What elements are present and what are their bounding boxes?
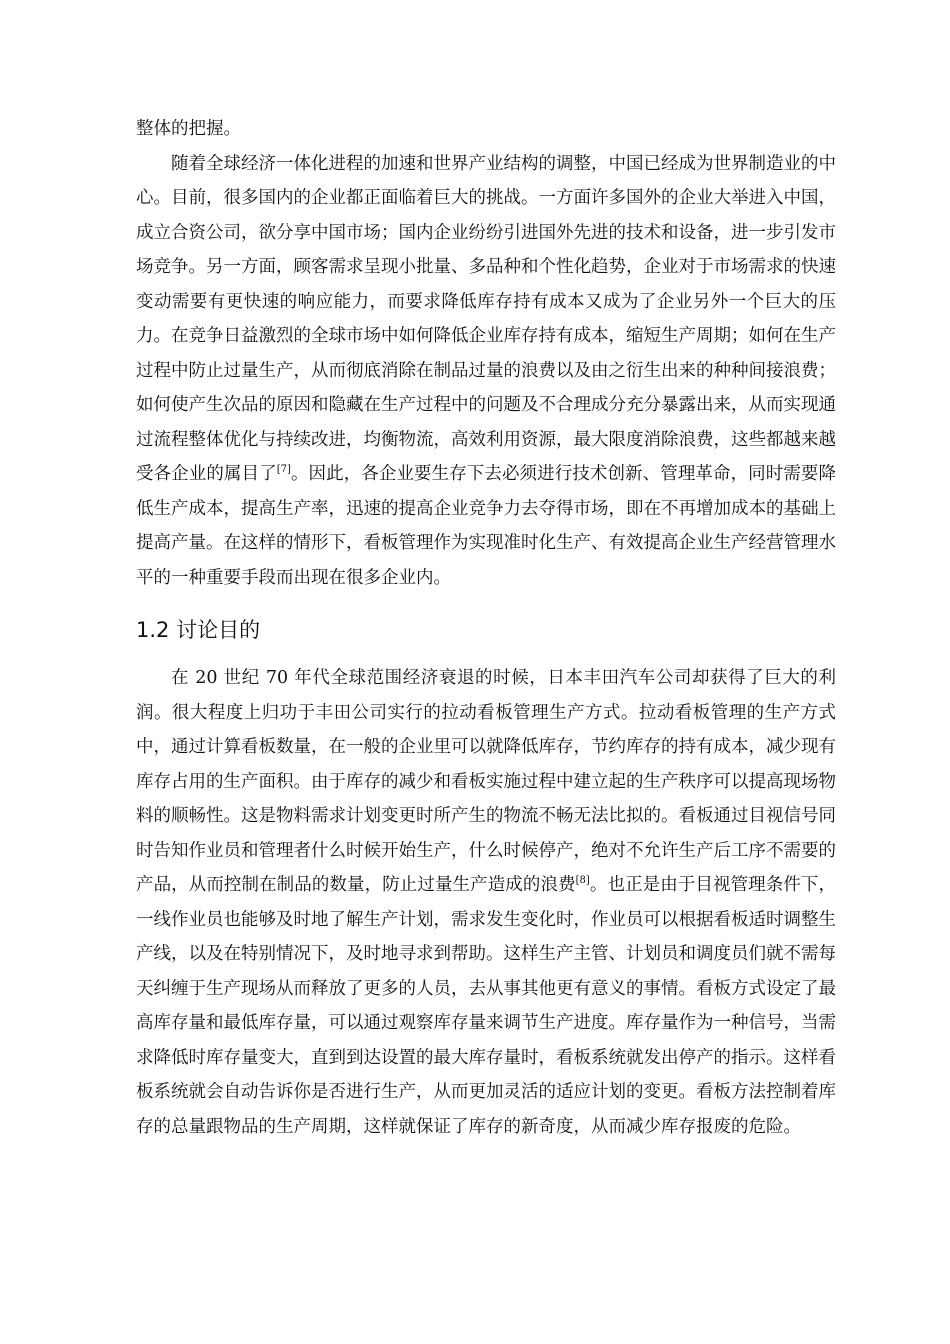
paragraph	[136, 112, 836, 147]
citation-reference: [7]	[276, 464, 291, 475]
paragraph	[136, 661, 836, 1144]
section-heading: 1.2 讨论目的	[136, 618, 261, 642]
paragraph	[136, 147, 836, 596]
citation-reference: [8]	[575, 875, 590, 886]
body-text-before	[136, 112, 836, 595]
paragraph-text: 。也正是由于目视管理条件下，一线作业员也能够及时地了解生产计划，需求发生变化时，作业员可以根据看板适时调整生产线，以及在特别情况下，及时地寻求到帮助。这样生产主管、计划员和调度员们就不需每天纠缠于生产现场从而释放了更多的人员，去从事其他更有意义的事情。看板方式设定了最高库存量和最低库存量，可以通过观察库存量来调节生产进度。库存量作为一种信号，当需求降低时库存量变大，直到到达设置的最大库存量时，看板系统就发出停产的指示。这样看板系统就会自动告诉你是否进行生产，从而更加灵活的适应计划的变更。看板方法控制着库存的总量跟物品的生产周期，这样就保证了库存的新奇度，从而减少库存报废的危险。	[136, 875, 837, 1137]
paragraph-text: 随着全球经济一体化进程的加速和世界产业结构的调整，中国已经成为世界制造业的中心。目前，很多国内的企业都正面临着巨大的挑战。一方面许多国外的企业大举进入中国，成立合资公司，欲分享中国市场；国内企业纷纷引进国外先进的技术和设备，进一步引发市场竞争。另一方面，顾客需求呈现小批量、多品种和个性化趋势，企业对于市场需求的快速变动需要有更快速的响应能力，而要求降低库存持有成本又成为了企业另外一个巨大的压力。在竞争日益激烈的全球市场中如何降低企业库存持有成本，缩短生产周期；如何在生产过程中防止过量生产，从而彻底消除在制品过量的浪费以及由之衍生出来的种种间接浪费；如何使产生次品的原因和隐藏在生产过程中的问题及不合理成分充分暴露出来，从而实现通过流程整体优化与持续改进，均衡物流，高效利用资源，最大限度消除浪费，这些都越来越受各企业的属目了	[136, 153, 836, 484]
body-text-after	[136, 661, 836, 1144]
document-page	[136, 112, 836, 1144]
paragraph-text: 在 20 世纪 70 年代全球范围经济衰退的时候，日本丰田汽车公司却获得了巨大的利润。很大程度上归功于丰田公司实行的拉动看板管理生产方式。拉动看板管理的生产方式中，通过计算看板数量，在一般的企业里可以就降低库存，节约库存的持有成本，减少现有库存占用的生产面积。由于库存的减少和看板实施过程中建立起的生产秩序可以提高现场物料的顺畅性。这是物料需求计划变更时所产生的物流不畅无法比拟的。看板通过目视信号同时告知作业员和管理者什么时候开始生产，什么时候停产，绝对不允许生产后工序不需要的产品，从而控制在制品的数量，防止过量生产造成的浪费	[136, 668, 836, 895]
paragraph-text: 整体的把握。	[136, 119, 241, 139]
paragraph-text: 。因此，各企业要生存下去必须进行技术创新、管理革命，同时需要降低生产成本，提高生产率，迅速的提高企业竞争力去夺得市场，即在不再增加成本的基础上提高产量。在这样的情形下，看板管理作为实现准时化生产、有效提高企业生产经营管理水平的一种重要手段而出现在很多企业内。	[136, 464, 837, 588]
